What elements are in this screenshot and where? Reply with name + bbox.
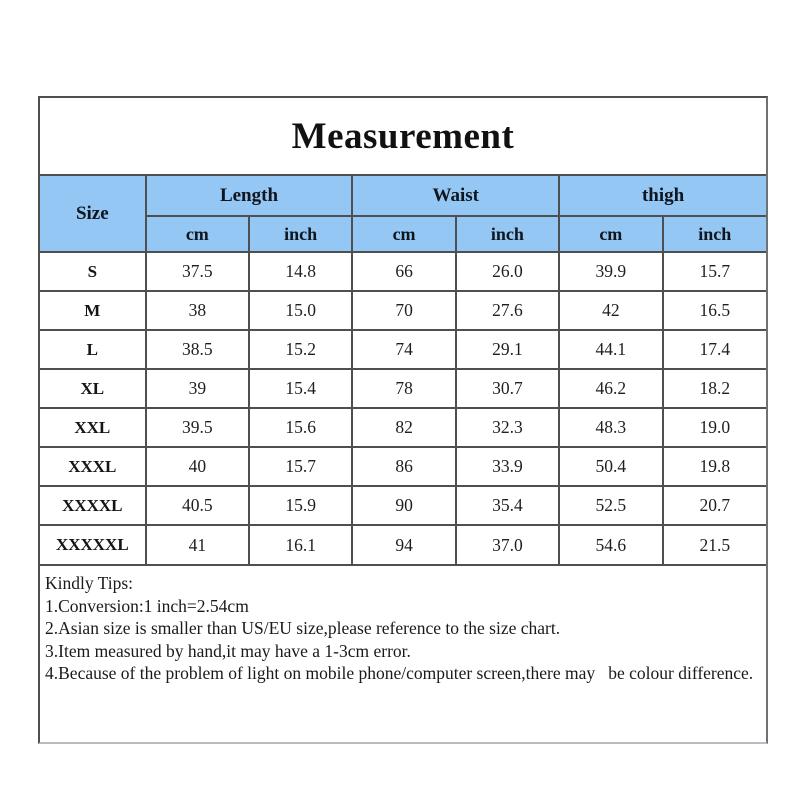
tip-line: 1.Conversion:1 inch=2.54cm: [45, 595, 249, 616]
value-cell: 18.2: [663, 369, 767, 408]
value-cell: 14.8: [249, 252, 352, 291]
tips-section: [40, 564, 766, 742]
value-cell: 33.9: [456, 447, 559, 486]
value-cell: 39.9: [559, 252, 662, 291]
value-cell: 86: [352, 447, 455, 486]
table-header: [40, 176, 766, 252]
value-cell: 15.7: [249, 447, 352, 486]
value-cell: 94: [352, 525, 455, 564]
value-cell: 27.6: [456, 291, 559, 330]
value-cell: 19.8: [663, 447, 767, 486]
value-cell: 39: [146, 369, 249, 408]
table-row: [40, 330, 766, 369]
size-label: XXXXL: [40, 486, 146, 525]
unit-header-length-inch: inch: [249, 216, 352, 252]
value-cell: 30.7: [456, 369, 559, 408]
measurement-table: [40, 176, 766, 564]
value-cell: 37.0: [456, 525, 559, 564]
size-label: XXXXXL: [40, 525, 146, 564]
unit-header-length-cm: cm: [146, 216, 249, 252]
tip-line: 3.Item measured by hand,it may have a 1-3cm error.: [45, 640, 411, 661]
table-row: [40, 369, 766, 408]
table-row: [40, 447, 766, 486]
tip-line: 2.Asian size is smaller than US/EU size,please reference to the size chart.: [45, 618, 561, 638]
table-body: [40, 252, 766, 564]
chart-outer-box: [38, 96, 768, 744]
unit-header-waist-inch: inch: [456, 216, 559, 252]
table-row: [40, 408, 766, 447]
size-label: M: [40, 291, 146, 330]
value-cell: 20.7: [663, 486, 767, 525]
value-cell: 15.6: [249, 408, 352, 447]
value-cell: 37.5: [146, 252, 249, 291]
value-cell: 29.1: [456, 330, 559, 369]
value-cell: 42: [559, 291, 662, 330]
tip-line: 4.Because of the problem of light on mobile phone/computer screen,there may be colour difference.: [45, 663, 754, 683]
column-group-length: Length: [146, 176, 353, 216]
column-header-size: Size: [40, 176, 146, 252]
value-cell: 38: [146, 291, 249, 330]
value-cell: 35.4: [456, 486, 559, 525]
tips-heading: Kindly Tips:: [45, 573, 134, 593]
column-group-thigh: thigh: [559, 176, 766, 216]
size-label: XXXL: [40, 447, 146, 486]
value-cell: 32.3: [456, 408, 559, 447]
column-group-waist: Waist: [352, 176, 559, 216]
value-cell: 52.5: [559, 486, 662, 525]
value-cell: 41: [146, 525, 249, 564]
unit-header-thigh-inch: inch: [663, 216, 767, 252]
unit-header-waist-cm: cm: [352, 216, 455, 252]
value-cell: 39.5: [146, 408, 249, 447]
page-title: Measurement: [40, 98, 766, 176]
value-cell: 15.2: [249, 330, 352, 369]
value-cell: 66: [352, 252, 455, 291]
size-label: L: [40, 330, 146, 369]
table-row: [40, 525, 766, 564]
value-cell: 50.4: [559, 447, 662, 486]
header-group-row: [40, 176, 766, 216]
value-cell: 15.7: [663, 252, 767, 291]
value-cell: 46.2: [559, 369, 662, 408]
value-cell: 26.0: [456, 252, 559, 291]
size-label: S: [40, 252, 146, 291]
value-cell: 90: [352, 486, 455, 525]
value-cell: 40: [146, 447, 249, 486]
unit-header-thigh-cm: cm: [559, 216, 662, 252]
value-cell: 21.5: [663, 525, 767, 564]
value-cell: 82: [352, 408, 455, 447]
value-cell: 78: [352, 369, 455, 408]
table-row: [40, 291, 766, 330]
header-unit-row: [40, 216, 766, 252]
value-cell: 40.5: [146, 486, 249, 525]
value-cell: 15.4: [249, 369, 352, 408]
value-cell: 70: [352, 291, 455, 330]
size-label: XL: [40, 369, 146, 408]
value-cell: 15.0: [249, 291, 352, 330]
table-row: [40, 486, 766, 525]
value-cell: 38.5: [146, 330, 249, 369]
table-row: [40, 252, 766, 291]
value-cell: 74: [352, 330, 455, 369]
value-cell: 48.3: [559, 408, 662, 447]
value-cell: 16.5: [663, 291, 767, 330]
value-cell: 17.4: [663, 330, 767, 369]
value-cell: 15.9: [249, 486, 352, 525]
value-cell: 16.1: [249, 525, 352, 564]
value-cell: 44.1: [559, 330, 662, 369]
value-cell: 54.6: [559, 525, 662, 564]
value-cell: 19.0: [663, 408, 767, 447]
size-label: XXL: [40, 408, 146, 447]
